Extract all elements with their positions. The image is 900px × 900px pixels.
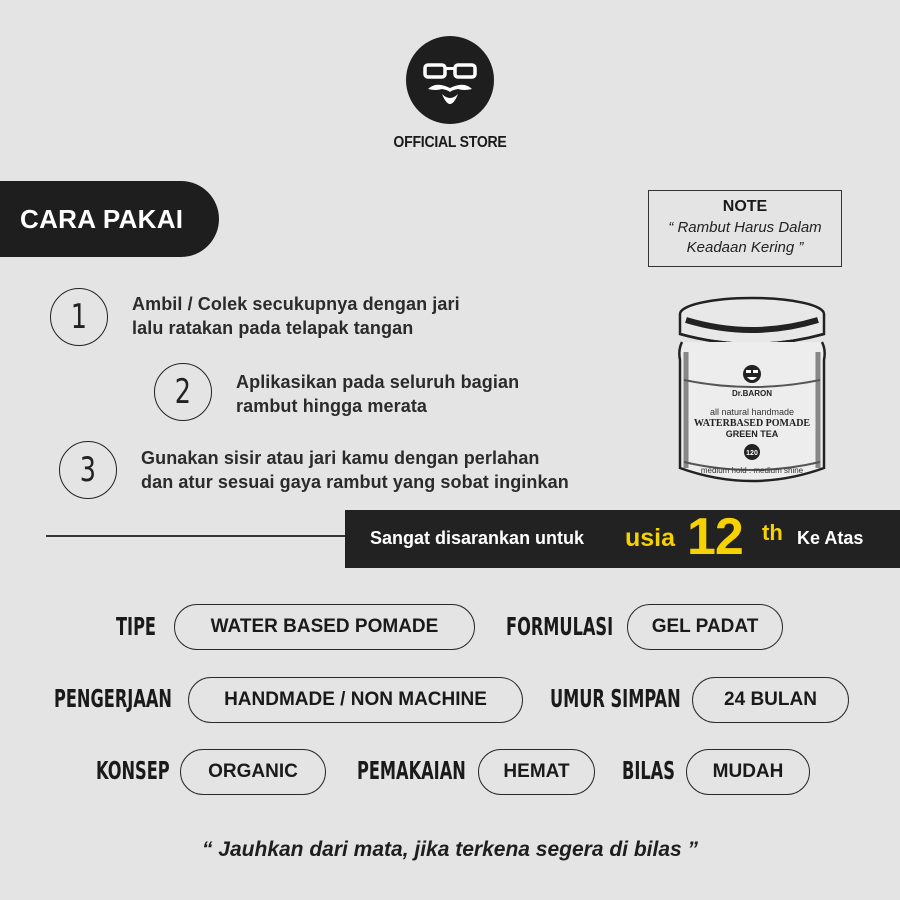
warning-text: “ Jauhkan dari mata, jika terkena segera di bilas ” [201, 838, 699, 861]
step-1-number: 1 [50, 288, 108, 346]
step-1-line-1: Ambil / Colek secukupnya dengan jari [132, 294, 460, 314]
note-text [649, 218, 841, 258]
jar-brand: Dr.BARON [731, 389, 773, 398]
age-recommendation-banner [345, 510, 900, 568]
jar-weight: 120 [746, 450, 758, 457]
divider-line [46, 535, 346, 537]
bearded-man-icon [406, 36, 494, 124]
spec-value-pengerjaan: HANDMADE / NON MACHINE [188, 677, 523, 723]
step-2-line-1: Aplikasikan pada seluruh bagian [236, 372, 520, 392]
spec-label-pemakaian: PEMAKAIAN [357, 756, 466, 785]
spec-value-bilas: MUDAH [686, 749, 810, 795]
jar-line-2: WATERBASED POMADE [693, 418, 811, 429]
note-line-2: Keadaan Kering ” [686, 239, 804, 256]
note-box [648, 190, 842, 267]
spec-label-konsep: KONSEP [96, 756, 170, 785]
spec-label-formulasi: FORMULASI [506, 612, 614, 641]
official-store-label: OFFICIAL STORE [393, 134, 507, 151]
age-prefix-text: Sangat disarankan untuk [370, 528, 585, 548]
brand-logo [406, 36, 494, 124]
note-line-1: “ Rambut Harus Dalam [668, 219, 822, 236]
spec-value-pemakaian: HEMAT [478, 749, 595, 795]
step-1-line-2: lalu ratakan pada telapak tangan [132, 318, 414, 338]
step-1-text [132, 292, 460, 340]
step-3-number: 3 [59, 441, 117, 499]
step-2-number: 2 [154, 363, 212, 421]
age-unit: th [762, 520, 783, 545]
step-2-line-2: rambut hingga merata [236, 396, 428, 416]
spec-value-konsep: ORGANIC [180, 749, 326, 795]
spec-label-bilas: BILAS [622, 756, 675, 785]
spec-label-pengerjaan: PENGERJAAN [54, 684, 172, 713]
spec-value-formulasi: GEL PADAT [627, 604, 783, 650]
section-title: CARA PAKAI [0, 181, 219, 257]
jar-line-3: GREEN TEA [725, 429, 779, 439]
age-suffix-text: Ke Atas [797, 528, 864, 548]
spec-label-tipe: TIPE [116, 612, 157, 641]
step-3-line-1: Gunakan sisir atau jari kamu dengan perlahan [141, 448, 540, 468]
age-usia-text: usia [625, 524, 676, 552]
step-2-text [236, 370, 519, 418]
step-3-text [141, 446, 569, 494]
jar-line-1: all natural handmade [709, 407, 795, 417]
step-3-line-2: dan atur sesuai gaya rambut yang sobat inginkan [141, 472, 569, 492]
note-title: NOTE [722, 198, 768, 215]
spec-value-umur-simpan: 24 BULAN [692, 677, 849, 723]
spec-value-tipe: WATER BASED POMADE [174, 604, 475, 650]
spec-label-umur-simpan: UMUR SIMPAN [550, 684, 681, 713]
age-number: 12 [687, 508, 743, 566]
product-jar-image [672, 290, 832, 490]
jar-footer: medium hold . medium shine [700, 466, 804, 475]
